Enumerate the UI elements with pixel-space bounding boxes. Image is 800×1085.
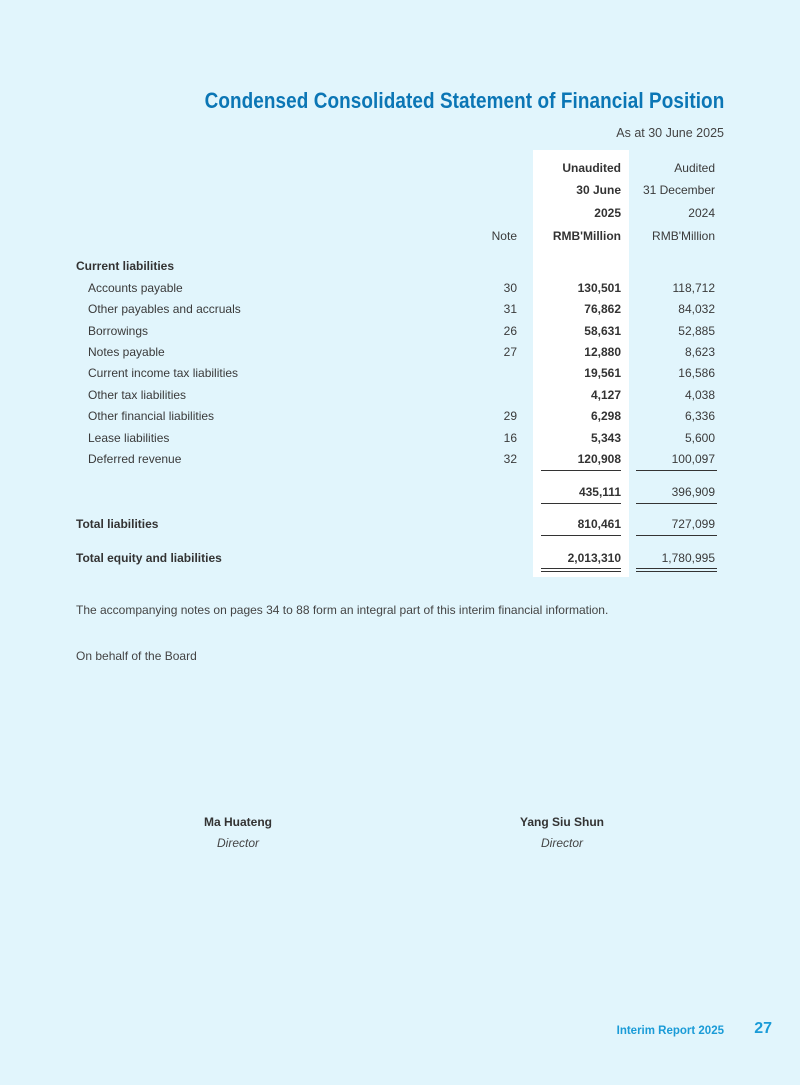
row-current-value: 6,298	[590, 409, 621, 423]
prior-col-unit: RMB'Million	[652, 229, 715, 243]
note-column-header: Note	[491, 229, 517, 243]
subtotal-prior-value: 396,909	[671, 485, 715, 499]
current-col-date: 30 June	[576, 183, 621, 197]
row-prior-value: 118,712	[672, 281, 715, 295]
signatory-title: Director	[540, 836, 584, 850]
current-col-audit-status: Unaudited	[562, 161, 621, 175]
row-prior-value: 5,600	[684, 431, 715, 445]
row-prior-value: 52,885	[678, 324, 715, 338]
double-rule-prior-bottom	[636, 571, 717, 572]
prior-col-date: 31 December	[642, 183, 715, 197]
total-rule-current	[541, 503, 621, 504]
row-note: 31	[503, 302, 517, 316]
row-current-value: 130,501	[577, 281, 621, 295]
double-rule-current-top	[541, 568, 621, 569]
row-prior-value: 8,623	[684, 345, 715, 359]
total-equity-liabilities-label: Total equity and liabilities	[76, 551, 222, 565]
row-note: 16	[503, 431, 517, 445]
total-liabilities-prior: 727,099	[671, 517, 715, 531]
grand-total-rule-current	[541, 535, 621, 536]
row-note: 26	[503, 324, 517, 338]
row-label: Current income tax liabilities	[88, 366, 239, 380]
row-note: 27	[503, 345, 517, 359]
row-prior-value: 6,336	[684, 409, 715, 423]
prior-col-year: 2024	[688, 206, 715, 220]
row-current-value: 76,862	[584, 302, 621, 316]
footer-report-label: Interim Report 2025	[616, 1025, 724, 1037]
accompanying-notes-text: The accompanying notes on pages 34 to 88 form an integral part of this interim financial information.	[76, 603, 609, 617]
subtotal-rule-current	[541, 470, 621, 471]
prior-col-audit-status: Audited	[674, 161, 715, 175]
row-prior-value: 4,038	[684, 388, 715, 402]
total-liabilities-current: 810,461	[577, 517, 621, 531]
row-label: Accounts payable	[88, 281, 183, 295]
row-note: 29	[503, 409, 517, 423]
total-liabilities-label: Total liabilities	[76, 517, 159, 531]
row-current-value: 58,631	[584, 324, 621, 338]
on-behalf-text: On behalf of the Board	[76, 649, 197, 663]
row-prior-value: 16,586	[678, 366, 715, 380]
row-label: Borrowings	[88, 324, 149, 338]
grand-total-rule-prior	[636, 535, 717, 536]
row-note: 30	[503, 281, 517, 295]
row-current-value: 19,561	[584, 366, 621, 380]
subtotal-current-value: 435,111	[578, 485, 621, 499]
signatory-name: Ma Huateng	[203, 815, 273, 829]
row-label: Lease liabilities	[88, 431, 170, 445]
row-label: Deferred revenue	[88, 452, 182, 466]
signatory-title: Director	[216, 836, 260, 850]
double-rule-prior-top	[636, 568, 717, 569]
signatory-name: Yang Siu Shun	[519, 815, 605, 829]
row-label: Notes payable	[88, 345, 165, 359]
row-current-value: 4,127	[590, 388, 621, 402]
row-label: Other financial liabilities	[88, 409, 215, 423]
page-number: 27	[754, 1020, 772, 1037]
row-label: Other tax liabilities	[88, 388, 187, 402]
double-rule-current-bottom	[541, 571, 621, 572]
page-title: Condensed Consolidated Statement of Financial Position	[204, 88, 724, 113]
statement-date: As at 30 June 2025	[616, 126, 724, 140]
row-prior-value: 100,097	[671, 452, 715, 466]
section-current-liabilities: Current liabilities	[76, 259, 175, 273]
total-rule-prior	[636, 503, 717, 504]
current-col-unit: RMB'Million	[552, 229, 621, 243]
row-current-value: 5,343	[590, 431, 621, 445]
row-prior-value: 84,032	[678, 302, 715, 316]
subtotal-rule-prior	[636, 470, 717, 471]
total-equity-liabilities-current: 2,013,310	[567, 551, 621, 565]
current-col-year: 2025	[594, 206, 621, 220]
row-label: Other payables and accruals	[88, 302, 241, 316]
row-current-value: 12,880	[584, 345, 621, 359]
row-note: 32	[503, 452, 517, 466]
row-current-value: 120,908	[577, 452, 621, 466]
total-equity-liabilities-prior: 1,780,995	[661, 551, 715, 565]
